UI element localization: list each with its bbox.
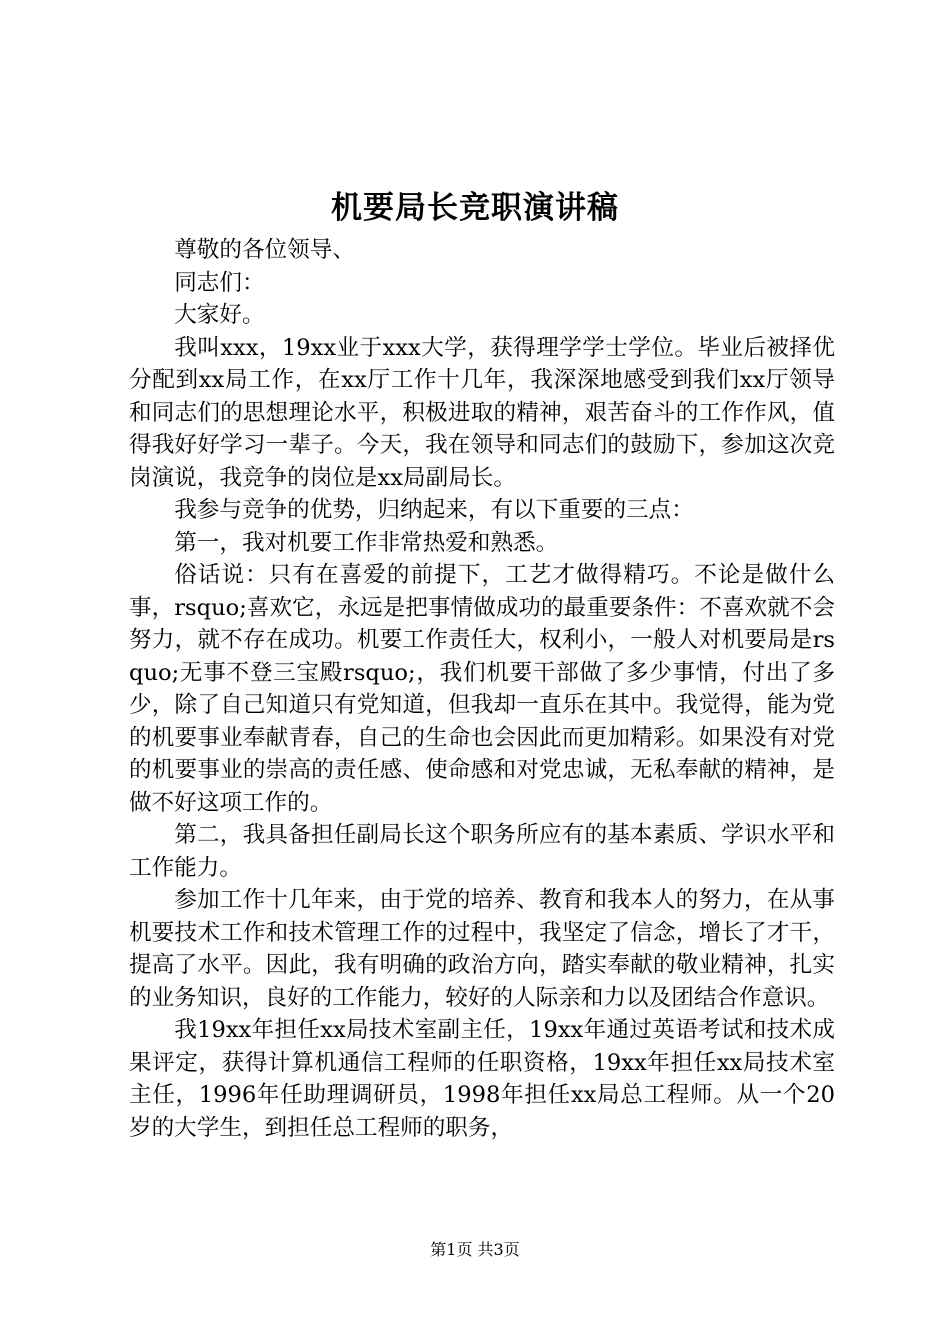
- greeting-line: 大家好。: [174, 302, 265, 328]
- body-paragraph: 我叫xxx，19xx业于xxx大学，获得理学学士学位。毕业后被择优分配到xx局工作，在xx厅工作十几年，我深深地感受到我们xx厅领导和同志们的思想理论水平，积极进取的精神，艰苦奋斗的工作作风，值得我好好学习一辈子。今天，我在领导和同志们的鼓励下，参加这次竞岗演说，我竞争的岗位是xx局副局长。: [129, 334, 835, 491]
- salutation-line: 同志们：: [174, 269, 265, 296]
- body-paragraph: 我参与竞争的优势，归纳起来，有以下重要的三点：: [174, 497, 694, 523]
- body-paragraph: 参加工作十几年来，由于党的培养、教育和我本人的努力，在从事机要技术工作和技术管理工作的过程中，我坚定了信念，增长了才干，提高了水平。因此，我有明确的政治方向，踏实奉献的敬业精神，扎实的业务知识，良好的工作能力，较好的人际亲和力以及团结合作意识。: [129, 887, 835, 1011]
- body-paragraph: 俗话说：只有在喜爱的前提下，工艺才做得精巧。不论是做什么事，rsquo;喜欢它，永远是把事情做成功的最重要条件：不喜欢就不会努力，就不存在成功。机要工作责任大，权利小，一般人对机要局是rsquo;无事不登三宝殿rsquo;，我们机要干部做了多少事情，付出了多少，除了自己知道只有党知道，但我却一直乐在其中。我觉得，能为党的机要事业奉献青春，自己的生命也会因此而更加精彩。如果没有对党的机要事业的崇高的责任感、使命感和对党忠诚，无私奉献的精神，是做不好这项工作的。: [129, 562, 835, 816]
- page-number-footer: 第1页 共3页: [430, 1240, 520, 1259]
- section-heading: 第二，我具备担任副局长这个职务所应有的基本素质、学识水平和工作能力。: [129, 822, 835, 881]
- section-heading: 第一，我对机要工作非常热爱和熟悉。: [174, 529, 559, 556]
- document-title: 机要局长竞职演讲稿: [331, 190, 619, 226]
- body-paragraph: 我19xx年担任xx局技术室副主任，19xx年通过英语考试和技术成果评定，获得计算机通信工程师的任职资格，19xx年担任xx局技术室主任，1996年任助理调研员，1998年担任xx局总工程师。从一个20岁的大学生，到担任总工程师的职务，: [129, 1017, 835, 1141]
- salutation-line: 尊敬的各位领导、: [174, 237, 355, 263]
- document-body: [129, 234, 835, 1144]
